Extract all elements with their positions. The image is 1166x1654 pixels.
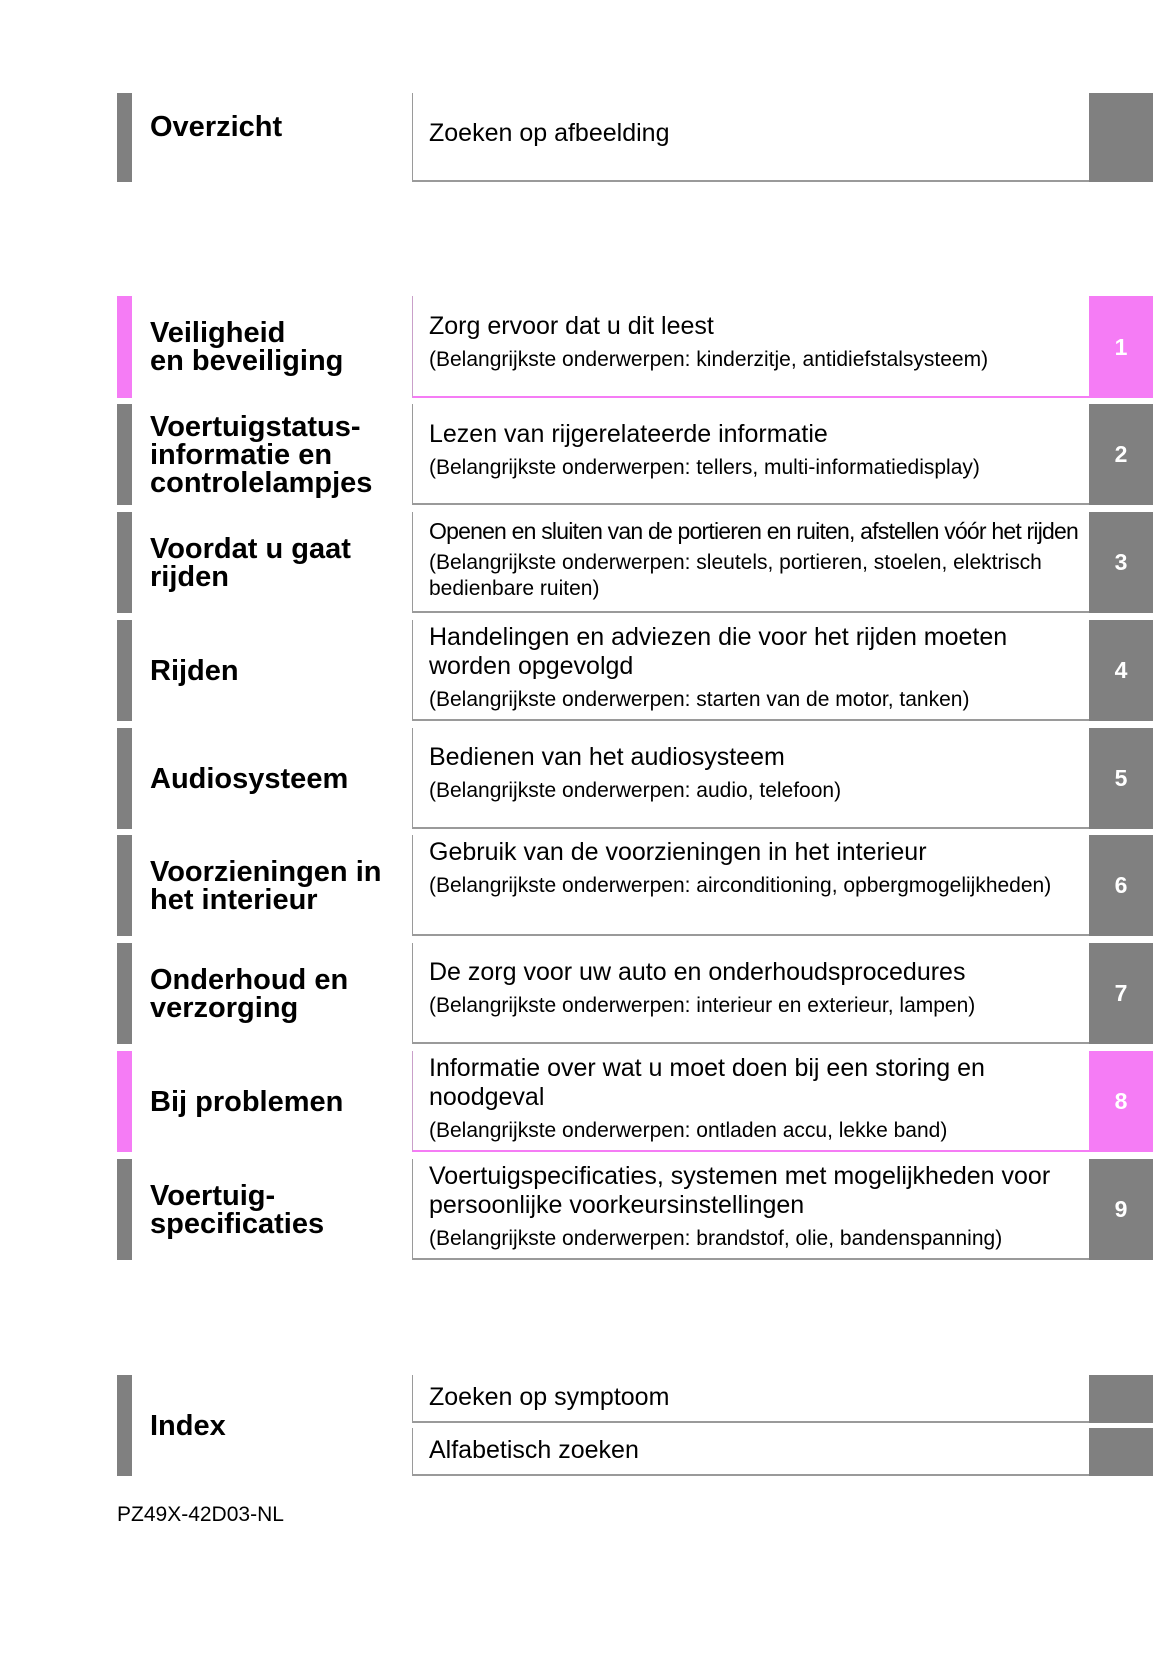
chapter-row-7 <box>0 943 1166 1044</box>
chapter-topics: (Belangrijkste onderwerpen: sleutels, portieren, stoelen, elektrisch bedienbare ruiten) <box>429 551 1042 600</box>
index-alphabetical-link[interactable] <box>412 1428 1089 1476</box>
index-alphabetical-tab[interactable] <box>1089 1428 1153 1476</box>
chapter-bar <box>117 620 132 721</box>
overview-link[interactable] <box>412 93 1089 182</box>
chapter-heading: Gebruik van de voorzieningen in het interieur <box>429 838 927 866</box>
chapter-tab-1[interactable]: 1 <box>1089 296 1153 398</box>
chapter-title: Audiosysteem <box>150 762 349 795</box>
chapter-link-3[interactable] <box>412 512 1089 613</box>
chapter-heading: Informatie over wat u moet doen bij een storing en noodgeval <box>429 1054 985 1111</box>
chapter-topics: (Belangrijkste onderwerpen: starten van de motor, tanken) <box>429 688 970 711</box>
overview-heading: Zoeken op afbeelding <box>429 119 670 147</box>
chapter-row-4 <box>0 620 1166 721</box>
index-symptom-tab[interactable] <box>1089 1375 1153 1423</box>
chapter-title: Rijden <box>150 654 239 687</box>
chapter-heading: De zorg voor uw auto en onderhoudsprocedures <box>429 958 966 986</box>
chapter-heading: Openen en sluiten van de portieren en ruiten, afstellen vóór het rijden <box>429 518 1078 544</box>
chapter-bar <box>117 728 132 829</box>
chapter-topics: (Belangrijkste onderwerpen: airconditioning, opbergmogelijkheden) <box>429 874 1052 897</box>
chapter-bar <box>117 943 132 1044</box>
chapter-title: Onderhoud en verzorging <box>150 963 349 1024</box>
chapter-topics: (Belangrijkste onderwerpen: kinderzitje, antidiefstalsysteem) <box>429 348 989 371</box>
index-symptom-link[interactable] <box>412 1375 1089 1423</box>
chapter-title: Bij problemen <box>150 1085 344 1118</box>
overview-tab[interactable] <box>1089 93 1153 182</box>
chapter-tab-5[interactable]: 5 <box>1089 728 1153 829</box>
chapter-heading: Bedienen van het audiosysteem <box>429 743 785 771</box>
chapter-heading: Handelingen en adviezen die voor het rijden moeten worden opgevolgd <box>429 623 1008 680</box>
chapter-bar <box>117 512 132 613</box>
overview-title: Overzicht <box>150 111 283 143</box>
chapter-tab-6[interactable]: 6 <box>1089 835 1153 936</box>
chapter-row-6 <box>0 835 1166 936</box>
chapter-tab-4[interactable]: 4 <box>1089 620 1153 721</box>
chapter-heading: Zorg ervoor dat u dit leest <box>429 312 714 340</box>
section-bar <box>117 93 132 182</box>
chapter-title: Voertuig- specificaties <box>150 1179 325 1240</box>
chapter-link-8[interactable] <box>412 1051 1089 1152</box>
chapter-title: Voordat u gaat rijden <box>150 532 351 593</box>
chapter-link-1[interactable] <box>412 296 1089 398</box>
chapter-link-4[interactable] <box>412 620 1089 721</box>
chapter-bar <box>117 404 132 505</box>
chapter-topics: (Belangrijkste onderwerpen: brandstof, olie, bandenspanning) <box>429 1227 1003 1250</box>
chapter-link-7[interactable] <box>412 943 1089 1044</box>
chapter-heading: Voertuigspecificaties, systemen met mogelijkheden voor persoonlijke voorkeursinstellingen <box>429 1162 1051 1219</box>
chapter-topics: (Belangrijkste onderwerpen: audio, telefoon) <box>429 779 842 802</box>
chapter-link-2[interactable] <box>412 404 1089 505</box>
chapter-tab-9[interactable]: 9 <box>1089 1159 1153 1260</box>
chapter-tab-8[interactable]: 8 <box>1089 1051 1153 1152</box>
chapter-topics: (Belangrijkste onderwerpen: interieur en exterieur, lampen) <box>429 994 976 1017</box>
index-title: Index <box>150 1409 226 1442</box>
chapter-bar <box>117 296 132 398</box>
chapter-link-6[interactable] <box>412 835 1089 936</box>
chapter-title: Veiligheid en beveiliging <box>150 317 344 377</box>
chapter-topics: (Belangrijkste onderwerpen: tellers, multi-informatiedisplay) <box>429 456 980 479</box>
chapter-row-8 <box>0 1051 1166 1152</box>
overview-section <box>0 93 1166 182</box>
chapter-link-5[interactable] <box>412 728 1089 829</box>
index-item-label: Zoeken op symptoom <box>429 1383 670 1411</box>
chapter-heading: Lezen van rijgerelateerde informatie <box>429 420 828 448</box>
chapter-bar <box>117 1051 132 1152</box>
chapter-bar <box>117 1159 132 1260</box>
chapter-link-9[interactable] <box>412 1159 1089 1260</box>
chapter-row-3 <box>0 512 1166 613</box>
chapter-tab-2[interactable]: 2 <box>1089 404 1153 505</box>
index-item-label: Alfabetisch zoeken <box>429 1436 639 1464</box>
chapter-row-1 <box>0 296 1166 398</box>
chapter-row-9 <box>0 1159 1166 1260</box>
chapter-title: Voertuigstatus- informatie en controlelampjes <box>150 410 373 499</box>
index-section <box>0 1375 1166 1476</box>
chapter-bar <box>117 835 132 936</box>
chapter-topics: (Belangrijkste onderwerpen: ontladen accu, lekke band) <box>429 1119 948 1142</box>
chapter-row-2 <box>0 404 1166 505</box>
section-bar <box>117 1375 132 1476</box>
document-code: PZ49X-42D03-NL <box>117 1503 284 1526</box>
chapter-title: Voorzieningen in het interieur <box>150 855 382 916</box>
chapter-row-5 <box>0 728 1166 829</box>
chapter-tab-3[interactable]: 3 <box>1089 512 1153 613</box>
chapter-tab-7[interactable]: 7 <box>1089 943 1153 1044</box>
